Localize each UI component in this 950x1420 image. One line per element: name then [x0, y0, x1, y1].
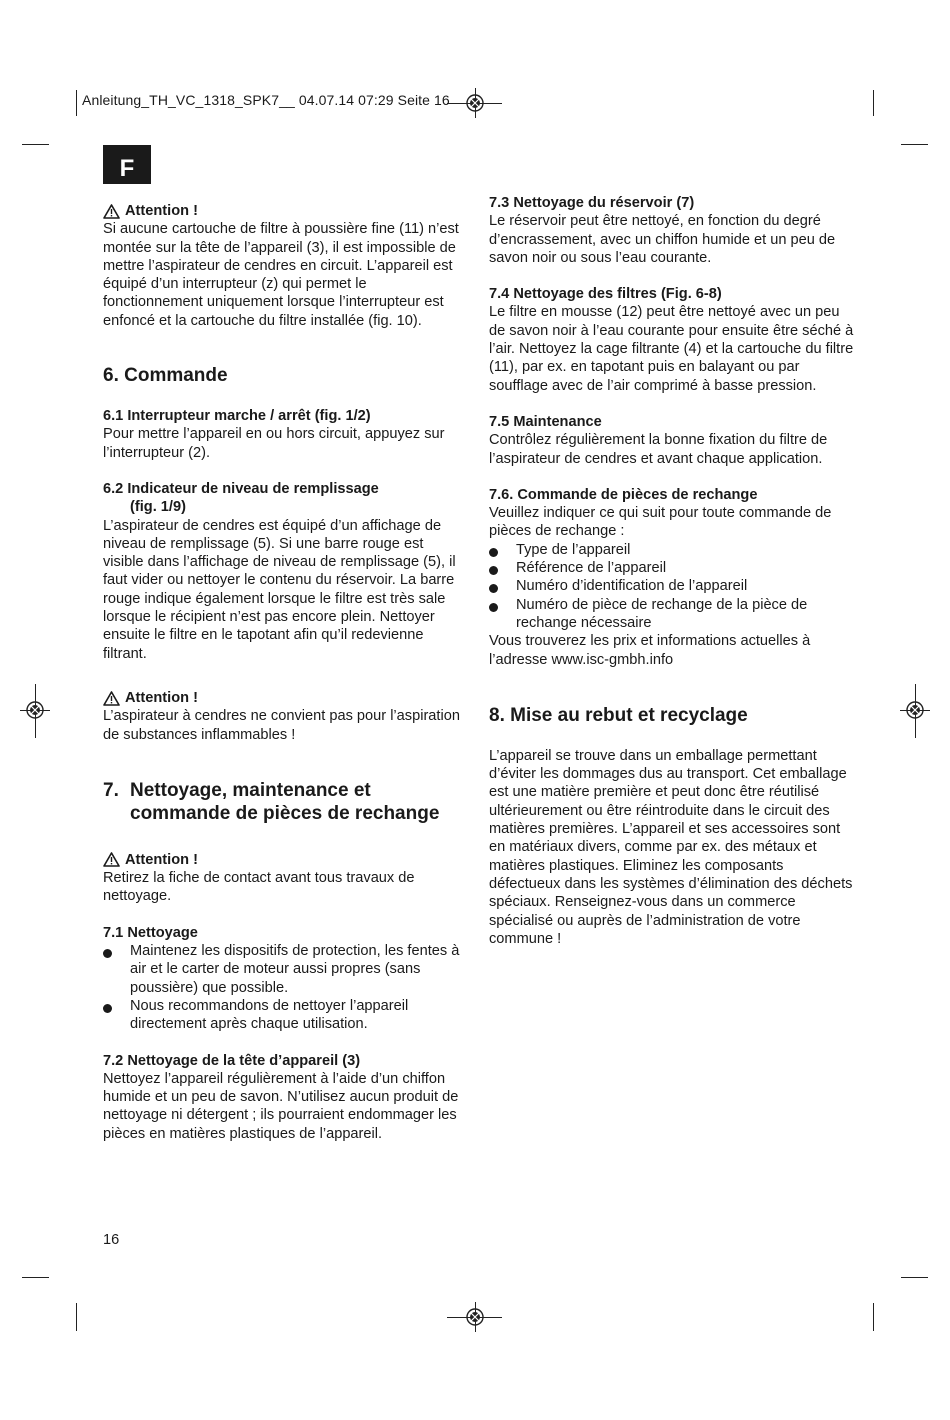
- language-tab: F: [103, 145, 151, 184]
- attention-text: L’aspirateur à cendres ne convient pas pour l’aspiration de substances inflammables !: [103, 708, 460, 743]
- paragraph: L’appareil se trouve dans un emballage permettant d’éviter les dommages dus au transport. Cet emballage est une matière première et peut donc être réutilisé ultérieurement ou être réintroduite dans le circuit des matières premières. L’appareil et ses accessoires sont en matériaux divers, comme par ex. des métaux et matières plastiques. Eliminez les composants défectueux dans les systèmes d’élimination des déchets spéciaux. Renseignez-vous dans un commerce spécialisé ou auprès de l’administration de votre commune !: [489, 747, 853, 947]
- list-item-text: Type de l’appareil: [516, 541, 631, 558]
- attention-label: Attention !: [125, 689, 198, 706]
- print-slug: Anleitung_TH_VC_1318_SPK7__ 04.07.14 07:29 Seite 16: [82, 92, 450, 108]
- crop-mark: [76, 90, 77, 116]
- crop-mark: [76, 1303, 77, 1331]
- attention-label: Attention !: [125, 203, 198, 219]
- registration-target-icon: [25, 700, 45, 720]
- list-item-text: Référence de l’appareil: [516, 560, 667, 577]
- registration-target-icon: [465, 1307, 485, 1327]
- section-title-text: Nettoyage, maintenance et commande de pièces de rechange: [130, 779, 440, 824]
- warning-triangle-icon: [103, 204, 120, 219]
- paragraph: L’aspirateur de cendres est équipé d’un affichage de niveau de remplissage (5). Si une barre rouge est visible dans l’affichage de niveau de remplissage (5), il faut vider ou nettoyer le contenu du réservoir. La barre rouge indique également lorsque le filtre est très sale lorsque le récipient n’est pas encore plein. Nettoyer ensuite le filtre en le tapotant afin qu’il redevienne filtrant.: [103, 517, 456, 662]
- bullet-list: [489, 541, 854, 632]
- list-item: [489, 596, 854, 633]
- section-number: 7.: [103, 779, 119, 801]
- bullet-icon: [489, 548, 498, 557]
- crop-mark: [22, 1277, 49, 1278]
- bullet-list: [103, 942, 463, 1033]
- crop-mark: [873, 90, 874, 116]
- bullet-icon: [489, 584, 498, 593]
- subsection-title: 6.1 Interrupteur marche / arrêt (fig. 1/2): [103, 408, 371, 425]
- bullet-icon: [489, 603, 498, 612]
- crop-mark: [901, 1277, 928, 1278]
- list-item: [489, 541, 854, 559]
- paragraph: Le réservoir peut être nettoyé, en fonction du degré d’encrassement, avec un chiffon humide et un peu de savon noir ou sous l’eau courante.: [489, 213, 836, 266]
- list-item: [103, 997, 463, 1034]
- list-item: [489, 577, 854, 595]
- section-title: 6. Commande: [103, 365, 228, 387]
- crop-mark: [873, 1303, 874, 1331]
- subsection-title-cont: (fig. 1/9): [130, 499, 186, 516]
- list-item-text: Numéro de pièce de rechange de la pièce de rechange nécessaire: [516, 596, 808, 631]
- warning-triangle-icon: [103, 852, 120, 867]
- attention-heading: [103, 689, 463, 707]
- right-column: [489, 194, 854, 948]
- left-column: [103, 202, 463, 1143]
- paragraph: Veuillez indiquer ce qui suit pour toute commande de pièces de rechange :: [489, 505, 832, 540]
- bullet-icon: [489, 566, 498, 575]
- attention-text: Retirez la fiche de contact avant tous travaux de nettoyage.: [103, 870, 415, 905]
- list-item: [103, 942, 463, 997]
- paragraph: Le filtre en mousse (12) peut être nettoyé avec un peu de savon noir à l’eau courante pour ensuite être séché à l’air. Nettoyez la cage filtrante (4) et la cartouche du filtre (11), par ex. en tapotant puis en balayant ou par soufflage avec de l’air comprimé à basse pression.: [489, 304, 854, 394]
- bullet-icon: [103, 1004, 112, 1013]
- crop-mark: [22, 144, 49, 145]
- registration-target-icon: [905, 700, 925, 720]
- subsection-title: 7.4 Nettoyage des filtres (Fig. 6-8): [489, 286, 722, 303]
- subsection-title: 7.2 Nettoyage de la tête d’appareil (3): [103, 1052, 361, 1069]
- list-item-text: Nous recommandons de nettoyer l’appareil directement après chaque utilisation.: [130, 997, 409, 1033]
- crop-mark: [901, 144, 928, 145]
- list-item-text: Numéro d’identification de l’appareil: [516, 578, 748, 595]
- warning-triangle-icon: [103, 691, 120, 706]
- paragraph: Contrôlez régulièrement la bonne fixation du filtre de l’aspirateur de cendres et avant chaque application.: [489, 432, 828, 467]
- section-title: 8. Mise au rebut et recyclage: [489, 704, 748, 726]
- list-item: [489, 559, 854, 577]
- subsection-title: 7.3 Nettoyage du réservoir (7): [489, 195, 695, 211]
- paragraph: Nettoyez l’appareil régulièrement à l’aide d’un chiffon humide et un peu de savon. N’utilisez aucun produit de nettoyage ni détergent ; ils pourraient endommager les pièces en matières plastiques de l’appareil.: [103, 1070, 459, 1142]
- section-title: [103, 779, 463, 825]
- paragraph: Vous trouverez les prix et informations actuelles à l’adresse www.isc-gmbh.info: [489, 633, 811, 668]
- paragraph: Pour mettre l’appareil en ou hors circuit, appuyez sur l’interrupteur (2).: [103, 426, 445, 461]
- registration-target-icon: [465, 93, 485, 113]
- list-item-text: Maintenez les dispositifs de protection, les fentes à air et le carter de moteur aussi propres (sans poussière) que possible.: [130, 943, 460, 996]
- page-number: 16: [103, 1232, 120, 1248]
- attention-heading: [103, 851, 463, 869]
- subsection-title: 7.1 Nettoyage: [103, 924, 198, 941]
- attention-heading: [103, 202, 463, 220]
- bullet-icon: [103, 949, 112, 958]
- subsection-title: 7.5 Maintenance: [489, 413, 602, 430]
- subsection-title: 6.2 Indicateur de niveau de remplissage: [103, 480, 379, 497]
- attention-text: Si aucune cartouche de filtre à poussière fine (11) n’est montée sur la tête de l’appareil (3), il est impossible de mettre l’aspirateur de cendres en circuit. L’appareil est équipé d’un interrupteur (z) qui permet le fonctionnement uniquement lorsque l’interrupteur est enfoncé et la cartouche du filtre installée (fig. 10).: [103, 221, 459, 329]
- subsection-title: 7.6. Commande de pièces de rechange: [489, 486, 758, 503]
- attention-label: Attention !: [125, 851, 198, 868]
